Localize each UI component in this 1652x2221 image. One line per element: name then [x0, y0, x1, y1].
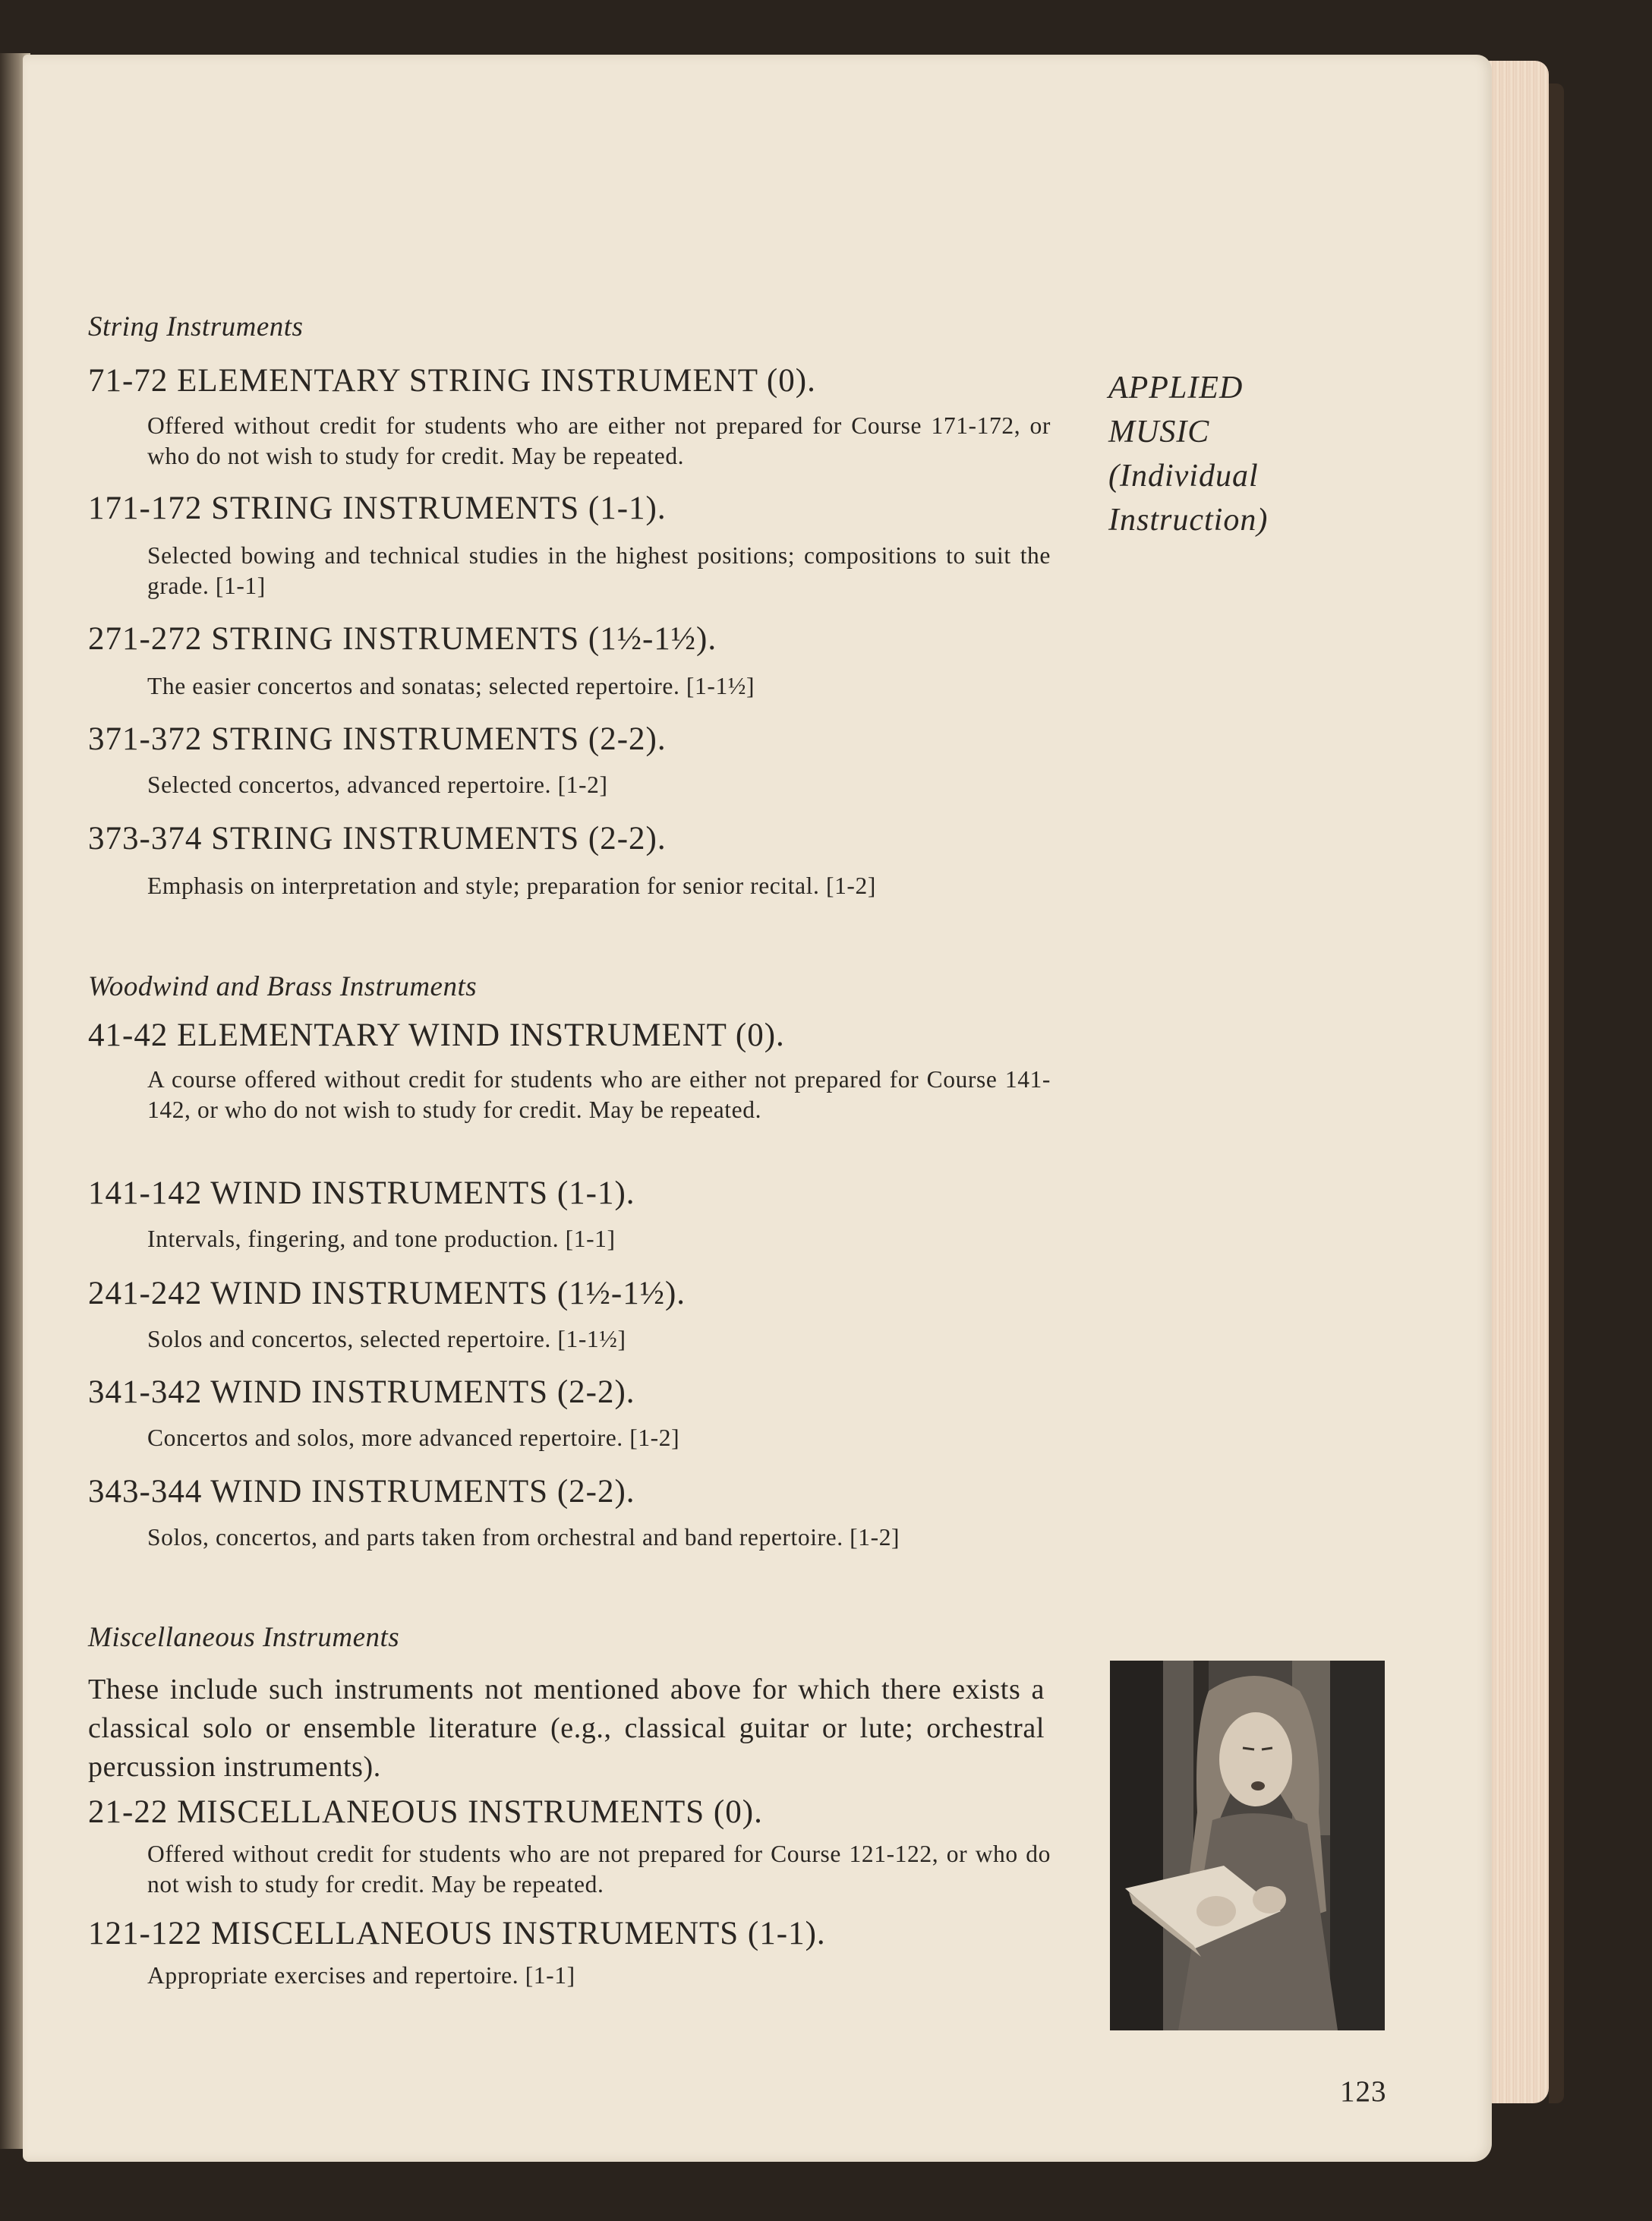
side-heading-line: MUSIC	[1108, 415, 1210, 450]
side-heading-line: APPLIED	[1108, 371, 1244, 405]
section-heading-winds: Woodwind and Brass Instruments	[88, 971, 478, 1002]
course-title: 271-272 STRING INSTRUMENTS (1½-1½).	[88, 621, 717, 657]
course-title: 343-344 WIND INSTRUMENTS (2-2).	[88, 1474, 635, 1510]
course-title: 373-374 STRING INSTRUMENTS (2-2).	[88, 821, 667, 857]
misc-intro-paragraph: These include such instruments not mentioned above for which there exists a classical solo or ensemble literature (e.g., classical guitar or lute; orchestral percussion instruments).	[88, 1674, 1045, 1783]
course-description: A course offered without credit for students who are either not prepared for Course 141-142, or who do not wish to study for credit. May be repeated.	[147, 1066, 1051, 1123]
course-title: 371-372 STRING INSTRUMENTS (2-2).	[88, 721, 667, 757]
course-title: 341-342 WIND INSTRUMENTS (2-2).	[88, 1374, 635, 1410]
page-number: 123	[1340, 2075, 1387, 2108]
course-title: 171-172 STRING INSTRUMENTS (1-1).	[88, 491, 667, 526]
course-description: Selected concertos, advanced repertoire. [1-2]	[147, 771, 608, 798]
course-description: Solos and concertos, selected repertoire. [1-1½]	[147, 1326, 626, 1352]
course-description: Concertos and solos, more advanced repertoire. [1-2]	[147, 1424, 680, 1451]
course-title: 71-72 ELEMENTARY STRING INSTRUMENT (0).	[88, 363, 816, 399]
course-description: Offered without credit for students who are not prepared for Course 121-122, or who do not wish to study for credit. May be repeated.	[147, 1841, 1051, 1898]
course-title: 41-42 ELEMENTARY WIND INSTRUMENT (0).	[88, 1017, 785, 1053]
section-heading-misc: Miscellaneous Instruments	[88, 1622, 400, 1653]
course-title: 121-122 MISCELLANEOUS INSTRUMENTS (1-1).	[88, 1916, 826, 1951]
student-reading-photo	[1110, 1661, 1385, 2030]
page-content	[23, 55, 1492, 2162]
course-title: 241-242 WIND INSTRUMENTS (1½-1½).	[88, 1276, 686, 1311]
book-page	[23, 55, 1492, 2162]
section-heading-strings: String Instruments	[88, 311, 304, 342]
book-cover-edge	[1549, 84, 1564, 2103]
course-description: Appropriate exercises and repertoire. [1-1]	[147, 1962, 575, 1989]
side-heading-line: (Individual	[1108, 459, 1259, 494]
course-description: Emphasis on interpretation and style; preparation for senior recital. [1-2]	[147, 872, 876, 899]
course-description: Offered without credit for students who are either not prepared for Course 171-172, or who do not wish to study for credit. May be repeated.	[147, 412, 1051, 469]
side-heading-line: Instruction)	[1108, 503, 1269, 538]
course-description: Selected bowing and technical studies in the highest positions; compositions to suit the grade. [1-1]	[147, 542, 1051, 599]
course-description: The easier concertos and sonatas; selected repertoire. [1-1½]	[147, 673, 755, 699]
course-title: 141-142 WIND INSTRUMENTS (1-1).	[88, 1175, 635, 1211]
course-title: 21-22 MISCELLANEOUS INSTRUMENTS (0).	[88, 1794, 763, 1830]
side-heading	[1108, 366, 1306, 542]
course-description: Solos, concertos, and parts taken from orchestral and band repertoire. [1-2]	[147, 1524, 900, 1551]
course-description: Intervals, fingering, and tone production. [1-1]	[147, 1226, 616, 1252]
